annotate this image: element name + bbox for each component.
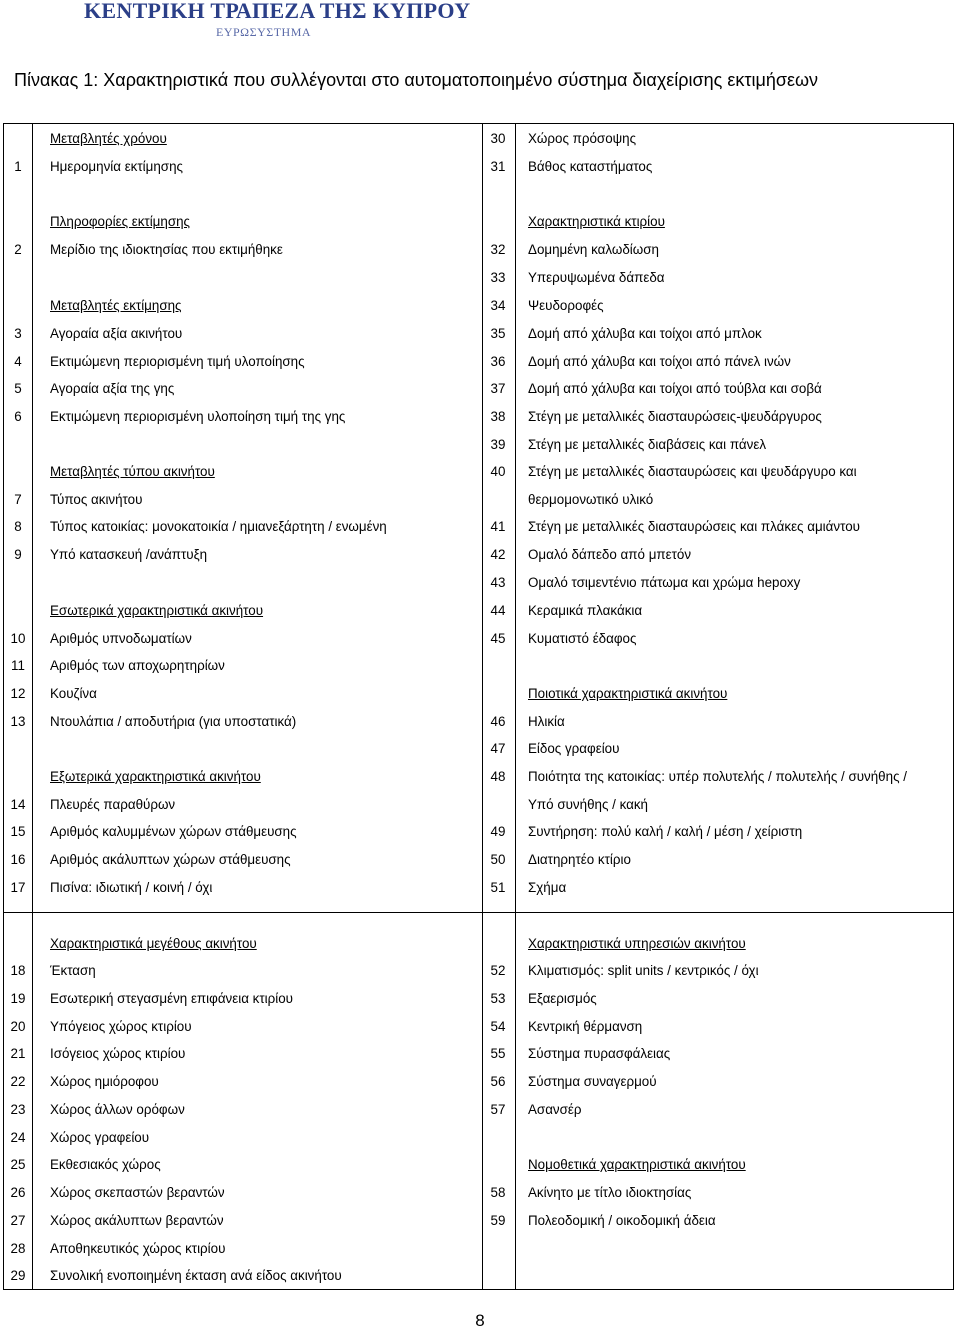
left-row-number: 14 (10, 797, 26, 812)
right-row-number: 52 (490, 963, 506, 978)
right-row-number: 33 (490, 270, 506, 285)
right-row-number: 43 (490, 575, 506, 590)
right-row-label: Δομή από χάλυβα και τοίχοι από μπλοκ (528, 326, 762, 341)
right-row-label: Σχήμα (528, 880, 567, 895)
left-row-number: 19 (10, 991, 26, 1006)
right-row-number: 57 (490, 1102, 506, 1117)
right-row-label: Σύστημα πυρασφάλειας (528, 1046, 671, 1061)
left-row-label: Αριθμός καλυμμένων χώρων στάθμευσης (50, 824, 297, 839)
right-row-number: 41 (490, 519, 506, 534)
bank-subtitle: ΕΥΡΩΣΥΣΤΗΜΑ (216, 25, 312, 39)
left-row-number: 24 (10, 1130, 26, 1145)
right-row-label: Εξαερισμός (528, 991, 597, 1006)
left-row-label: Μερίδιο της ιδιοκτησίας που εκτιμήθηκε (50, 242, 283, 257)
left-row-label: Αγοραία αξία της γης (50, 381, 175, 396)
left-row-label: Πισίνα: ιδιωτική / κοινή / όχι (50, 880, 213, 895)
right-row-number: 35 (490, 326, 506, 341)
right-section-heading: Ποιοτικά χαρακτηριστικά ακινήτου (528, 686, 728, 701)
right-row-number: 36 (490, 354, 506, 369)
right-section-heading: Χαρακτηριστικά κτιρίου (528, 214, 665, 229)
right-row-number: 44 (490, 603, 506, 618)
left-row-label: Αριθμός ακάλυπτων χώρων στάθμευσης (50, 852, 291, 867)
left-row-label: Εκτιμώμενη περιορισμένη υλοποίηση τιμή της γης (50, 409, 346, 424)
left-row-label: Τύπος ακινήτου (50, 492, 143, 507)
right-row-label: Βάθος καταστήματος (528, 159, 653, 174)
left-row-label: Υπόγειος χώρος κτιρίου (50, 1019, 192, 1034)
left-row-number: 28 (10, 1241, 26, 1256)
right-row-number: 56 (490, 1074, 506, 1089)
left-section-heading: Χαρακτηριστικά μεγέθους ακινήτου (50, 936, 257, 951)
right-row-label: Χώρος πρόσοψης (528, 131, 637, 146)
left-row-number: 10 (10, 631, 26, 646)
right-row-number: 40 (490, 464, 506, 479)
right-row-label: Υπό συνήθης / κακή (528, 797, 648, 812)
left-row-label: Ημερομηνία εκτίμησης (50, 159, 183, 174)
left-row-label: Αγοραία αξία ακινήτου (50, 326, 183, 341)
left-row-label: Χώρος γραφείου (50, 1130, 150, 1145)
section-divider (3, 912, 954, 913)
left-row-number: 1 (14, 159, 22, 174)
right-row-number: 55 (490, 1046, 506, 1061)
right-section-heading: Νομοθετικά χαρακτηριστικά ακινήτου (528, 1157, 746, 1172)
left-row-label: Έκταση (50, 963, 96, 978)
left-row-number: 4 (14, 354, 22, 369)
left-row-label: Εκτιμώμενη περιορισμένη τιμή υλοποίησης (50, 354, 305, 369)
left-row-label: Κουζίνα (50, 686, 97, 701)
right-row-label: Στέγη με μεταλλικές διαβάσεις και πάνελ (528, 437, 767, 452)
right-row-label: Υπερυψωμένα δάπεδα (528, 270, 665, 285)
left-row-number: 16 (10, 852, 26, 867)
right-row-label: Κεραμικά πλακάκια (528, 603, 643, 618)
left-row-number: 23 (10, 1102, 26, 1117)
left-section-heading: Μεταβλητές χρόνου (50, 131, 167, 146)
left-row-label: Πλευρές παραθύρων (50, 797, 176, 812)
left-row-number: 5 (14, 381, 22, 396)
right-row-number: 47 (490, 741, 506, 756)
right-row-label: Πολεοδομική / οικοδομική άδεια (528, 1213, 716, 1228)
right-row-label: Κεντρική θέρμανση (528, 1019, 643, 1034)
right-row-label: Δομή από χάλυβα και τοίχοι από τούβλα και σοβά (528, 381, 822, 396)
left-row-label: Αριθμός υπνοδωματίων (50, 631, 192, 646)
left-row-number: 26 (10, 1185, 26, 1200)
right-row-number: 53 (490, 991, 506, 1006)
right-row-label: Ηλικία (528, 714, 565, 729)
left-row-number: 15 (10, 824, 26, 839)
right-row-label: Κλιματισμός: split units / κεντρικός / όχι (528, 963, 759, 978)
left-row-number: 9 (14, 547, 22, 562)
right-row-label: Συντήρηση: πολύ καλή / καλή / μέση / χείριστη (528, 824, 803, 839)
right-row-label: Ομαλό τσιμεντένιο πάτωμα και χρώμα hepoxy (528, 575, 801, 590)
left-row-label: Υπό κατασκευή /ανάπτυξη (50, 547, 208, 562)
column-divider (515, 123, 516, 1290)
left-row-label: Αποθηκευτικός χώρος κτιρίου (50, 1241, 226, 1256)
left-row-number: 27 (10, 1213, 26, 1228)
right-row-number: 46 (490, 714, 506, 729)
right-row-number: 38 (490, 409, 506, 424)
right-row-label: Διατηρητέο κτίριο (528, 852, 631, 867)
right-row-label: Δομή από χάλυβα και τοίχοι από πάνελ ινών (528, 354, 791, 369)
right-row-number: 58 (490, 1185, 506, 1200)
left-row-number: 8 (14, 519, 22, 534)
left-row-number: 11 (11, 658, 25, 673)
left-row-number: 6 (14, 409, 22, 424)
right-row-number: 37 (490, 381, 506, 396)
right-row-number: 50 (490, 852, 506, 867)
left-row-label: Εσωτερική στεγασμένη επιφάνεια κτιρίου (50, 991, 293, 1006)
right-row-number: 51 (490, 880, 506, 895)
right-row-number: 45 (490, 631, 506, 646)
right-row-number: 54 (490, 1019, 506, 1034)
left-section-heading: Εξωτερικά χαρακτηριστικά ακινήτου (50, 769, 261, 784)
right-row-label: Στέγη με μεταλλικές διασταυρώσεις και πλάκες αμιάντου (528, 519, 860, 534)
left-row-label: Συνολική ενοποιημένη έκταση ανά είδος ακινήτου (50, 1268, 342, 1283)
right-row-label: Στέγη με μεταλλικές διασταυρώσεις και ψευδάργυρο και (528, 464, 857, 479)
left-row-label: Χώρος ημιόροφου (50, 1074, 159, 1089)
column-divider (482, 123, 483, 1290)
left-section-heading: Μεταβλητές εκτίμησης (50, 298, 182, 313)
page-number: 8 (475, 1311, 485, 1330)
left-section-heading: Εσωτερικά χαρακτηριστικά ακινήτου (50, 603, 264, 618)
bank-name: ΚΕΝΤΡΙΚΗ ΤΡΑΠΕΖΑ ΤΗΣ ΚΥΠΡΟΥ (84, 0, 471, 23)
right-row-number: 32 (490, 242, 506, 257)
right-row-number: 59 (490, 1213, 506, 1228)
left-row-number: 12 (10, 686, 26, 701)
right-row-label: Ομαλό δάπεδο από μπετόν (528, 547, 692, 562)
table-title: Πίνακας 1: Χαρακτηριστικά που συλλέγονται στο αυτοματοποιημένο σύστημα διαχείρισης εκτιμήσεων (14, 70, 819, 90)
right-row-label: Ασανσέρ (528, 1102, 582, 1117)
right-row-number: 48 (490, 769, 506, 784)
left-row-label: Αριθμός των αποχωρητηρίων (50, 658, 225, 673)
left-row-number: 22 (10, 1074, 26, 1089)
left-row-number: 20 (10, 1019, 26, 1034)
right-row-number: 42 (490, 547, 506, 562)
right-row-label: θερμομονωτικό υλικό (528, 492, 654, 507)
right-row-number: 34 (490, 298, 506, 313)
right-row-number: 39 (490, 437, 506, 452)
right-row-label: Δομημένη καλωδίωση (528, 242, 659, 257)
column-divider (32, 123, 33, 1290)
left-row-label: Ισόγειος χώρος κτιρίου (50, 1046, 186, 1061)
left-row-number: 25 (10, 1157, 26, 1172)
right-row-label: Σύστημα συναγερμού (528, 1074, 657, 1089)
right-row-label: Στέγη με μεταλλικές διασταυρώσεις-ψευδάργυρος (528, 409, 822, 424)
left-row-label: Ντουλάπια / αποδυτήρια (για υποστατικά) (50, 714, 297, 729)
right-row-label: Ακίνητο με τίτλο ιδιοκτησίας (528, 1185, 692, 1200)
left-row-label: Εκθεσιακός χώρος (50, 1157, 161, 1172)
left-row-number: 21 (10, 1046, 26, 1061)
left-row-number: 29 (10, 1268, 26, 1283)
left-row-number: 7 (14, 492, 22, 507)
right-row-label: Κυματιστό έδαφος (528, 631, 637, 646)
right-row-number: 30 (490, 131, 506, 146)
right-row-number: 31 (490, 159, 506, 174)
left-row-label: Τύπος κατοικίας: μονοκατοικία / ημιανεξάρτητη / ενωμένη (50, 519, 387, 534)
left-row-number: 13 (10, 714, 26, 729)
left-row-label: Χώρος άλλων ορόφων (50, 1102, 185, 1117)
right-row-label: Είδος γραφείου (528, 741, 620, 756)
right-row-label: Ποιότητα της κατοικίας: υπέρ πολυτελής / πολυτελής / συνήθης / (528, 769, 907, 784)
left-row-number: 18 (10, 963, 26, 978)
right-row-label: Ψευδοροφές (528, 298, 604, 313)
left-section-heading: Μεταβλητές τύπου ακινήτου (50, 464, 215, 479)
left-row-number: 17 (10, 880, 26, 895)
left-row-number: 2 (14, 242, 22, 257)
left-row-label: Χώρος ακάλυπτων βεραντών (50, 1213, 224, 1228)
left-row-label: Χώρος σκεπαστών βεραντών (50, 1185, 225, 1200)
left-row-number: 3 (14, 326, 22, 341)
left-section-heading: Πληροφορίες εκτίμησης (50, 214, 191, 229)
right-section-heading: Χαρακτηριστικά υπηρεσιών ακινήτου (528, 936, 746, 951)
right-row-number: 49 (490, 824, 506, 839)
